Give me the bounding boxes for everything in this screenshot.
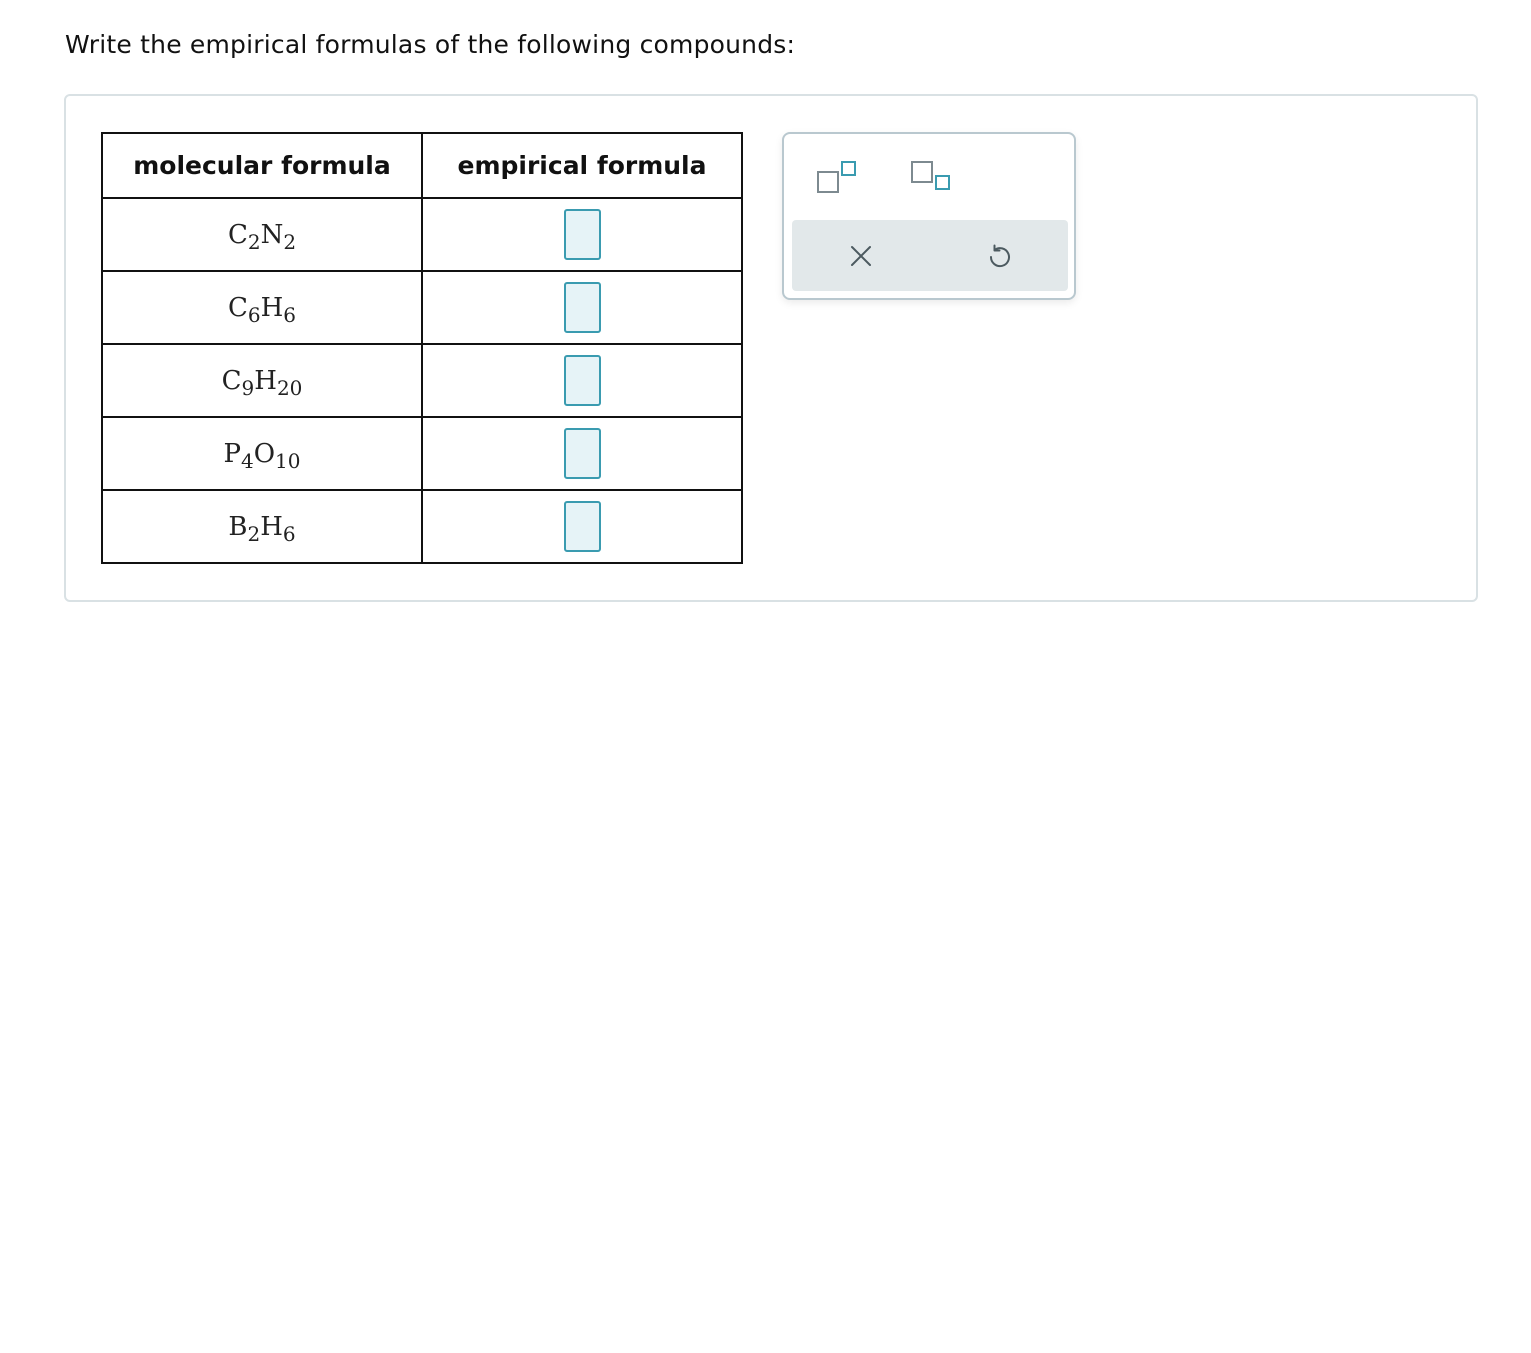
element-symbol: H (254, 365, 277, 396)
molecular-formula-cell (102, 271, 422, 344)
empirical-formula-cell (422, 271, 742, 344)
table-row (102, 198, 742, 271)
molecular-formula-cell (102, 490, 422, 563)
table-header-row (102, 133, 742, 198)
empirical-formula-cell (422, 344, 742, 417)
element-symbol: B (228, 511, 248, 542)
element-symbol: P (223, 438, 241, 469)
molecular-formula-cell (102, 417, 422, 490)
subscript-icon (904, 154, 954, 200)
element-symbol: H (260, 511, 283, 542)
formula-table (101, 132, 743, 564)
empirical-formula-cell (422, 490, 742, 563)
subscript-button[interactable] (904, 154, 954, 200)
atom-count: 2 (247, 229, 261, 254)
empirical-formula-cell (422, 198, 742, 271)
empirical-formula-input[interactable] (564, 355, 601, 406)
atom-count: 4 (240, 448, 254, 473)
atom-count: 9 (241, 375, 255, 400)
atom-count: 6 (283, 302, 297, 327)
clear-button[interactable] (792, 220, 930, 291)
empirical-formula-header: empirical formula (422, 133, 742, 198)
element-symbol: C (227, 219, 248, 250)
element-symbol: N (260, 219, 284, 250)
molecular-formula-cell (102, 344, 422, 417)
molecular-formula-header: molecular formula (102, 133, 422, 198)
element-symbol: O (253, 438, 276, 469)
empirical-formula-input[interactable] (564, 501, 601, 552)
empirical-formula-cell (422, 417, 742, 490)
table-row (102, 490, 742, 563)
question-prompt: Write the empirical formulas of the following compounds: (65, 30, 796, 59)
atom-count: 6 (282, 521, 296, 546)
element-symbol: C (227, 292, 248, 323)
molecular-formula (221, 365, 303, 400)
molecular-formula (227, 292, 297, 327)
table-row (102, 344, 742, 417)
formula-tool-palette (782, 132, 1076, 300)
superscript-icon (812, 154, 862, 200)
empirical-formula-input[interactable] (564, 209, 601, 260)
empirical-formula-input[interactable] (564, 282, 601, 333)
element-symbol: H (260, 292, 284, 323)
atom-count: 10 (275, 448, 301, 473)
molecular-formula (227, 219, 297, 254)
atom-count: 2 (283, 229, 297, 254)
atom-count: 20 (276, 375, 303, 400)
action-bar (792, 220, 1068, 291)
molecular-formula-cell (102, 198, 422, 271)
undo-icon (986, 243, 1012, 269)
table-row (102, 417, 742, 490)
table-row (102, 271, 742, 344)
molecular-formula (223, 438, 301, 473)
empirical-formula-input[interactable] (564, 428, 601, 479)
molecular-formula (228, 511, 296, 546)
superscript-button[interactable] (812, 154, 862, 200)
undo-button[interactable] (930, 220, 1068, 291)
atom-count: 2 (247, 521, 261, 546)
close-icon (849, 244, 873, 268)
element-symbol: C (221, 365, 242, 396)
atom-count: 6 (247, 302, 261, 327)
